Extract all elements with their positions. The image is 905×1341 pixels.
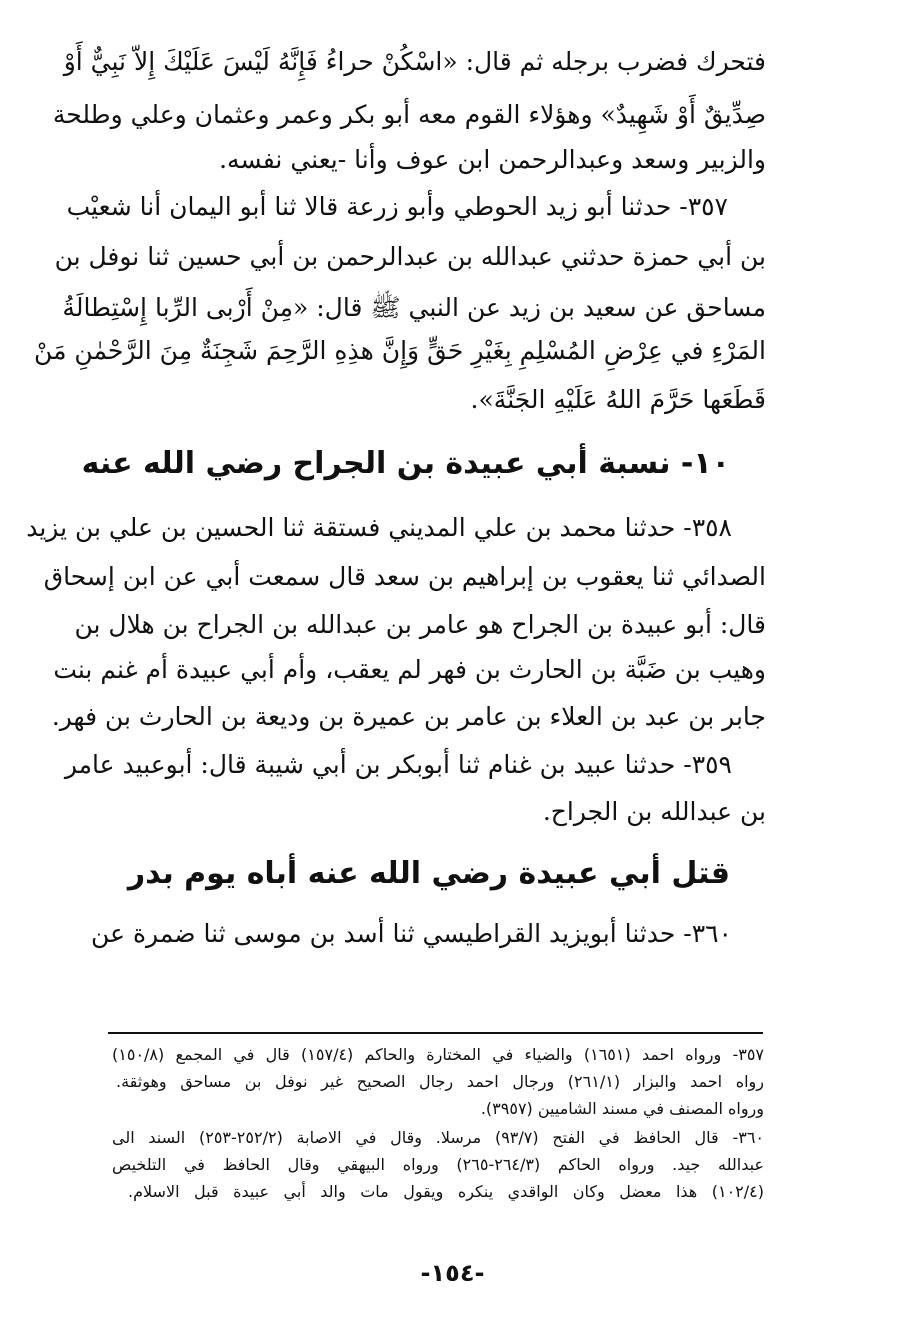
text-line: ٣٦٠- حدثنا أبويزيد القراطيسي ثنا أسد بن موسى ثنا ضمرة عن xyxy=(91,919,732,948)
text-line: جابر بن عبد بن العلاء بن عامر بن عميرة بن وديعة بن الحارث بن فهر. xyxy=(51,702,766,731)
text-line: وهيب بن ضَبَّة بن الحارث بن فهر لم يعقب، وأم أبي عبيدة أم غنم بنت xyxy=(53,655,766,684)
footnote-line: رواه احمد والبزار (٢٦١/١) ورجال احمد رجال الصحيح غير نوفل بن مساحق وهوثقة. xyxy=(116,1072,765,1091)
text-line: ٣٥٩- حدثنا عبيد بن غنام ثنا أبوبكر بن أبي شيبة قال: أبوعبيد عامر xyxy=(64,750,732,779)
footnote-divider xyxy=(108,1032,763,1034)
text-line: فتحرك فضرب برجله ثم قال: «اسْكُنْ حراءُ فَإِنَّهُ لَيْسَ عَلَيْكَ إِلاّ نَبِيٌّ أَوْ xyxy=(63,47,766,76)
footnote-line: عبدالله جيد. ورواه الحاكم (٢٦٤/٣-٢٦٥) ورواه البيهقي وقال الحافظ في التلخيص xyxy=(112,1155,764,1174)
page-number: -١٥٤- xyxy=(420,1259,485,1287)
footnote-line: (١٠٢/٤) هذا معضل وكان الواقدي ينكره ويقول مات والد أبي عبيدة قبل الاسلام. xyxy=(128,1182,764,1201)
text-line: الصدائي ثنا يعقوب بن إبراهيم بن سعد قال سمعت أبي عن ابن إسحاق xyxy=(43,562,766,591)
text-line: ٣٥٨- حدثنا محمد بن علي المديني فستقة ثنا الحسين بن علي بن يزيد xyxy=(26,513,732,542)
footnote-line: ورواه المصنف في مسند الشاميين (٣٩٥٧). xyxy=(480,1099,764,1118)
footnote-line: ٣٦٠- قال الحافظ في الفتح (٩٣/٧) مرسلا. وقال في الاصابة (٢٥٢/٢-٢٥٣) السند الى xyxy=(112,1128,764,1147)
text-line: مساحق عن سعيد بن زيد عن النبي ﷺ قال: «مِنْ أَرْبى الرِّبا إِسْتِطالَةُ xyxy=(62,293,766,322)
footnote-line: ٣٥٧- ورواه احمد (١٦٥١) والضياء في المختارة والحاكم (١٥٧/٤) قال في المجمع (١٥٠/٨) xyxy=(112,1045,765,1064)
section-heading: قتل أبي عبيدة رضي الله عنه أباه يوم بدر xyxy=(127,856,730,891)
text-line: المَرْءِ في عِرْضِ المُسْلِمِ بِغَيْرِ حَقٍّ وَإِنَّ هذِهِ الرَّحِمَ شَجِنَةٌ مِنَ الرَّحْمٰنِ مَنْ xyxy=(34,336,766,365)
text-line: صِدِّيقٌ أَوْ شَهِيدٌ» وهؤلاء القوم معه أبو بكر وعمر وعثمان وعلي وطلحة xyxy=(52,100,766,129)
text-line: قَطَعَها حَرَّمَ اللهُ عَلَيْهِ الجَنَّةَ». xyxy=(470,385,766,414)
section-heading: ١٠- نسبة أبي عبيدة بن الجراح رضي الله عنه xyxy=(81,446,730,481)
text-line: ٣٥٧- حدثنا أبو زيد الحوطي وأبو زرعة قالا ثنا أبو اليمان أنا شعيْب xyxy=(66,192,728,221)
text-line: بن أبي حمزة حدثني عبدالله بن عبدالرحمن بن أبي حسين ثنا نوفل بن xyxy=(54,242,766,271)
text-line: والزبير وسعد وعبدالرحمن ابن عوف وأنا -يعني نفسه. xyxy=(219,145,766,174)
text-line: بن عبدالله بن الجراح. xyxy=(542,797,766,826)
text-line: قال: أبو عبيدة بن الجراح هو عامر بن عبدالله بن الجراح بن هلال بن xyxy=(74,610,766,639)
